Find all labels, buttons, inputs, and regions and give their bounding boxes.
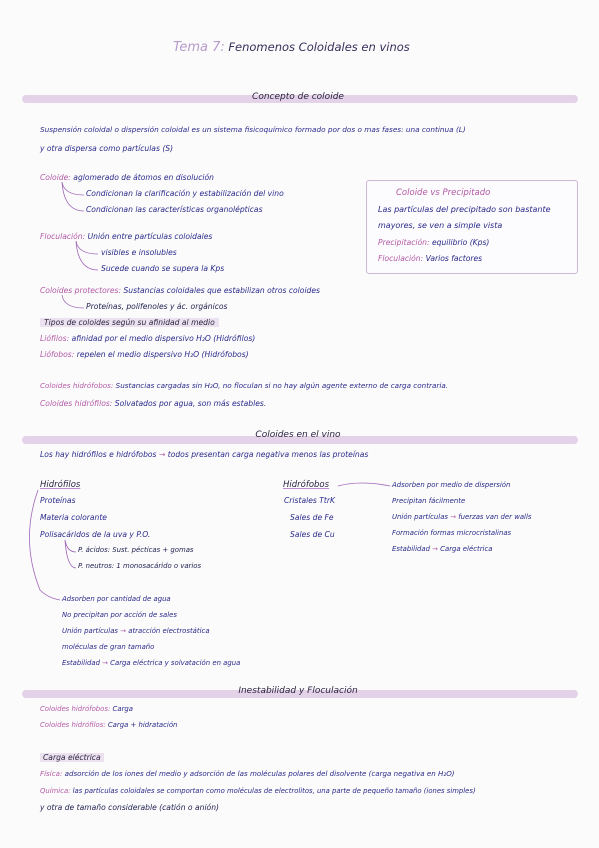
hidrofilos-prop-1: Adsorben por cantidad de agua (62, 595, 171, 603)
coloides-hidrofobos-text: Sustancias cargadas sin H₂O, no floculan si no hay algún agente externo de carga contraria. (115, 381, 449, 390)
coloides-hidrofilos-text: Solvatados por agua, son más estables. (114, 399, 267, 408)
box-precipitacion-label: Precipitación: (378, 238, 430, 247)
arrow-icon: → (432, 545, 438, 553)
section-title-concepto: Concepto de coloide (252, 92, 344, 102)
arrow-icon: → (120, 627, 127, 635)
coloide-text: aglomerado de átomos en disolución (73, 173, 214, 182)
bracket-protectores (62, 295, 84, 308)
arrow-icon: → (450, 513, 457, 521)
title-prefix: Tema 7: (173, 40, 225, 55)
hidrofobos-item-2: Sales de Fe (290, 513, 334, 522)
hidrofilos-title: Hidrófilos (40, 480, 81, 490)
hidrofilos-prop-3-value: atracción electrostática (128, 627, 210, 635)
floculacion-text: Unión entre partículas coloidales (87, 232, 213, 241)
hidrofilos-prop-3-label: Unión partículas (62, 627, 119, 635)
coloide-bullet-1: Condicionan la clarificación y estabilización del vino (86, 189, 284, 198)
coloides-hidrofilos-label: Coloides hidrófilos: (40, 399, 113, 408)
box-line-2: mayores, se ven a simple vista (378, 221, 503, 230)
title-text: Fenomenos Coloidales en vinos (228, 40, 410, 54)
hidrofilos-item-1: Proteínas (40, 496, 76, 505)
fisica-label: Física: (40, 769, 63, 778)
bracket-acidos (65, 540, 76, 552)
floculacion-bullet-2: Sucede cuando se supera la Kps (101, 264, 225, 273)
hidrofobos-prop-1: Adsorben por medio de dispersión (392, 481, 511, 489)
arrow-icon: → (102, 659, 108, 667)
definition-line-1: Suspensión coloidal o dispersión coloidal es un sistema fisicoquímico formado por dos o mas fases: una continua (L) (40, 125, 466, 134)
box-precipitacion-text: equilibrio (Kps) (431, 238, 490, 247)
coloides-hidrofobos-label: Coloides hidrófobos: (40, 381, 114, 390)
bracket-coloide-1 (62, 182, 84, 195)
section-title-vino: Coloides en el vino (255, 430, 341, 440)
inestabilidad-line-2-text: Carga + hidratación (107, 721, 178, 729)
inestabilidad-line-1-text: Carga (112, 705, 133, 713)
inestabilidad-line-2-label: Coloides hidrófilos: (40, 721, 106, 729)
polisacaridos-acidos: P. ácidos: Sust. pécticas + gomas (78, 546, 194, 554)
quimica-line-2: y otra de tamaño considerable (catión o anión) (40, 803, 219, 812)
fisica-text: adsorción de los iones del medio y adsorción de las moléculas polares del disolvente (carga negativa en H₂O) (64, 769, 455, 778)
hidrofobos-prop-2: Precipitan fácilmente (392, 497, 466, 505)
box-floculacion-text: Varios factores (425, 254, 483, 263)
vino-intro-text: Los hay hidrófilos e hidrófobos (40, 450, 157, 459)
liofobos-text: repelen el medio dispersivo H₂O (Hidrófobos) (76, 350, 249, 359)
bracket-coloide-2 (62, 182, 84, 211)
section-title-inestabilidad: Inestabilidad y Floculación (238, 686, 358, 696)
floculacion-label: Floculación: (40, 232, 86, 241)
hidrofilos-prop-5-label: Estabilidad (62, 659, 100, 667)
hidrofilos-prop-2: No precipitan por acción de sales (62, 611, 177, 619)
quimica-text: las partículas coloidales se comportan como moléculas de electrolitos, una parte de pequeño tamaño (iones simples) (72, 787, 476, 795)
polisacaridos-neutros: P. neutros: 1 monosacárido o varios (78, 562, 202, 570)
liofilos-text: afinidad por el medio dispersivo H₂O (Hidrófilos) (71, 334, 256, 343)
liofobos-label: Liófobos: (40, 350, 75, 359)
definition-line-2: y otra dispersa como partículas (S) (40, 144, 174, 153)
hidrofilos-prop-4: moléculas de gran tamaño (62, 643, 155, 651)
hidrofobos-item-1: Cristales TtrK (284, 496, 335, 505)
vino-intro-text-2: todos presentan carga negativa menos las proteínas (167, 450, 369, 459)
liofilos-label: Liófilos: (40, 334, 70, 343)
protectores-bullet-1: Proteínas, polifenoles y ác. orgánicos (86, 302, 228, 311)
carga-electrica-title: Carga eléctrica (40, 753, 104, 762)
hidrofobos-prop-3-value: fuerzas van der walls (458, 513, 532, 521)
bracket-neutros (65, 540, 76, 568)
protectores-label: Coloides protectores: (40, 286, 122, 295)
tipos-heading: Tipos de coloides según su afinidad al medio (40, 318, 219, 327)
arrow-hidrofobos-props (338, 483, 390, 486)
coloide-label: Coloide: (40, 173, 71, 182)
hidrofilos-prop-5-value: Carga eléctrica y solvatación en agua (110, 659, 241, 667)
arrow-hidrofilos-props (29, 490, 60, 600)
box-title: Coloide vs Precipitado (396, 188, 491, 198)
box-floculacion-label: Floculación: (378, 254, 424, 263)
floculacion-bullet-1: visibles e insolubles (101, 248, 177, 257)
quimica-label: Química: (40, 787, 71, 795)
hidrofilos-item-2: Materia colorante (40, 513, 107, 522)
protectores-text: Sustancias coloidales que estabilizan otros coloides (123, 286, 320, 295)
hidrofobos-item-3: Sales de Cu (290, 530, 335, 539)
bracket-floculacion-2 (76, 241, 98, 270)
hidrofobos-prop-5-value: Carga eléctrica (440, 545, 493, 553)
arrow-icon: → (158, 450, 166, 459)
hidrofobos-prop-5-label: Estabilidad (392, 545, 430, 553)
coloide-bullet-2: Condicionan las características organolépticas (86, 205, 263, 214)
inestabilidad-line-1-label: Coloides hidrófobos: (40, 705, 111, 713)
hidrofobos-prop-3-label: Unión partículas (392, 513, 449, 521)
box-line-1: Las partículas del precipitado son bastante (378, 205, 551, 214)
hidrofobos-title: Hidrófobos (283, 480, 330, 490)
hidrofilos-item-3: Polisacáridos de la uva y P.O. (40, 530, 151, 539)
hidrofobos-prop-4: Formación formas microcristalinas (392, 529, 512, 537)
bracket-floculacion-1 (76, 241, 98, 254)
